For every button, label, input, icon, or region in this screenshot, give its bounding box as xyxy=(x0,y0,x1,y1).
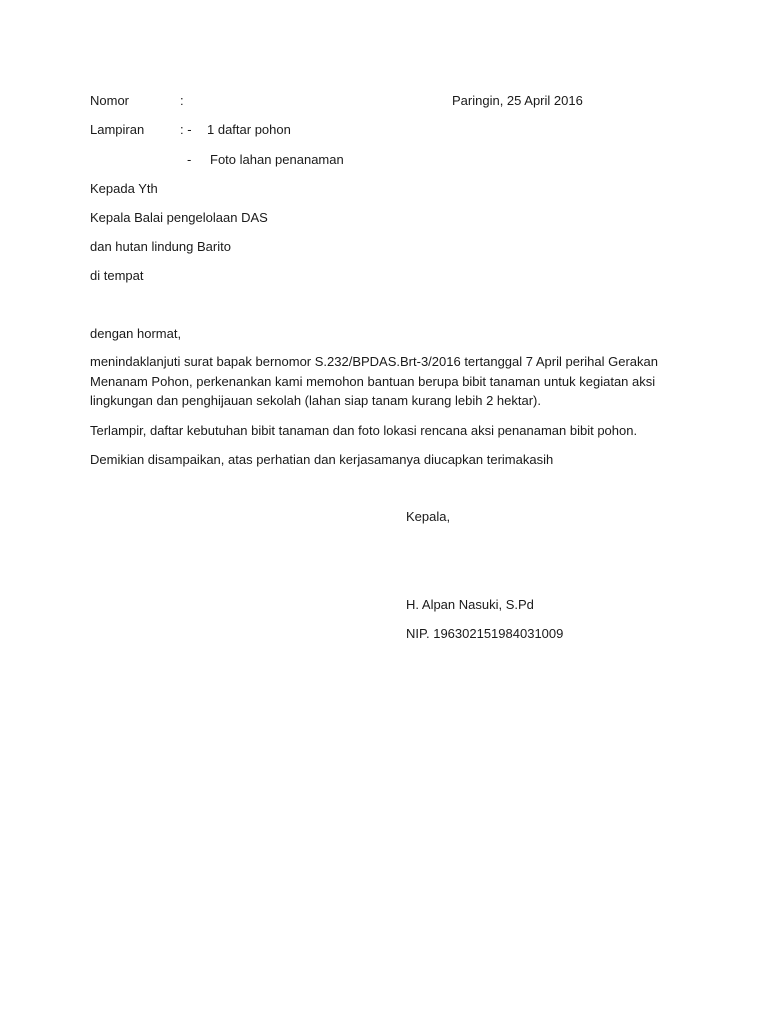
nomor-colon: : xyxy=(180,93,184,108)
recipient-line-1: Kepada Yth xyxy=(90,181,158,196)
signature-nip: NIP. 196302151984031009 xyxy=(406,626,564,641)
salutation: dengan hormat, xyxy=(90,326,182,341)
lampiran-item-2-bullet: - xyxy=(187,152,192,167)
recipient-line-2: Kepala Balai pengelolaan DAS xyxy=(90,210,268,225)
signature-name: H. Alpan Nasuki, S.Pd xyxy=(406,597,534,612)
body-paragraph-2: Terlampir, daftar kebutuhan bibit tanaman dan foto lokasi rencana aksi penanaman bibit pohon. xyxy=(90,423,638,438)
body-paragraph-1: menindaklanjuti surat bapak bernomor S.232/BPDAS.Brt-3/2016 tertanggal 7 April perihal Gerakan Menanam Pohon, perkenankan kami memohon bantuan berupa bibit tanaman untuk kegiatan aksi lingkungan dan penghijauan sekolah (lahan siap tanam kurang lebih 2 hektar). xyxy=(90,354,658,408)
signature-title: Kepala, xyxy=(406,509,451,524)
recipient-line-4: di tempat xyxy=(90,268,144,283)
nomor-label: Nomor xyxy=(90,93,130,108)
body-paragraph-3: Demikian disampaikan, atas perhatian dan kerjasamanya diucapkan terimakasih xyxy=(90,452,554,467)
lampiran-colon: : - xyxy=(180,122,192,137)
lampiran-item-2: Foto lahan penanaman xyxy=(210,152,344,167)
place-date: Paringin, 25 April 2016 xyxy=(452,93,583,108)
lampiran-item-1: 1 daftar pohon xyxy=(207,122,291,137)
lampiran-label: Lampiran xyxy=(90,122,145,137)
recipient-line-3: dan hutan lindung Barito xyxy=(90,239,231,254)
